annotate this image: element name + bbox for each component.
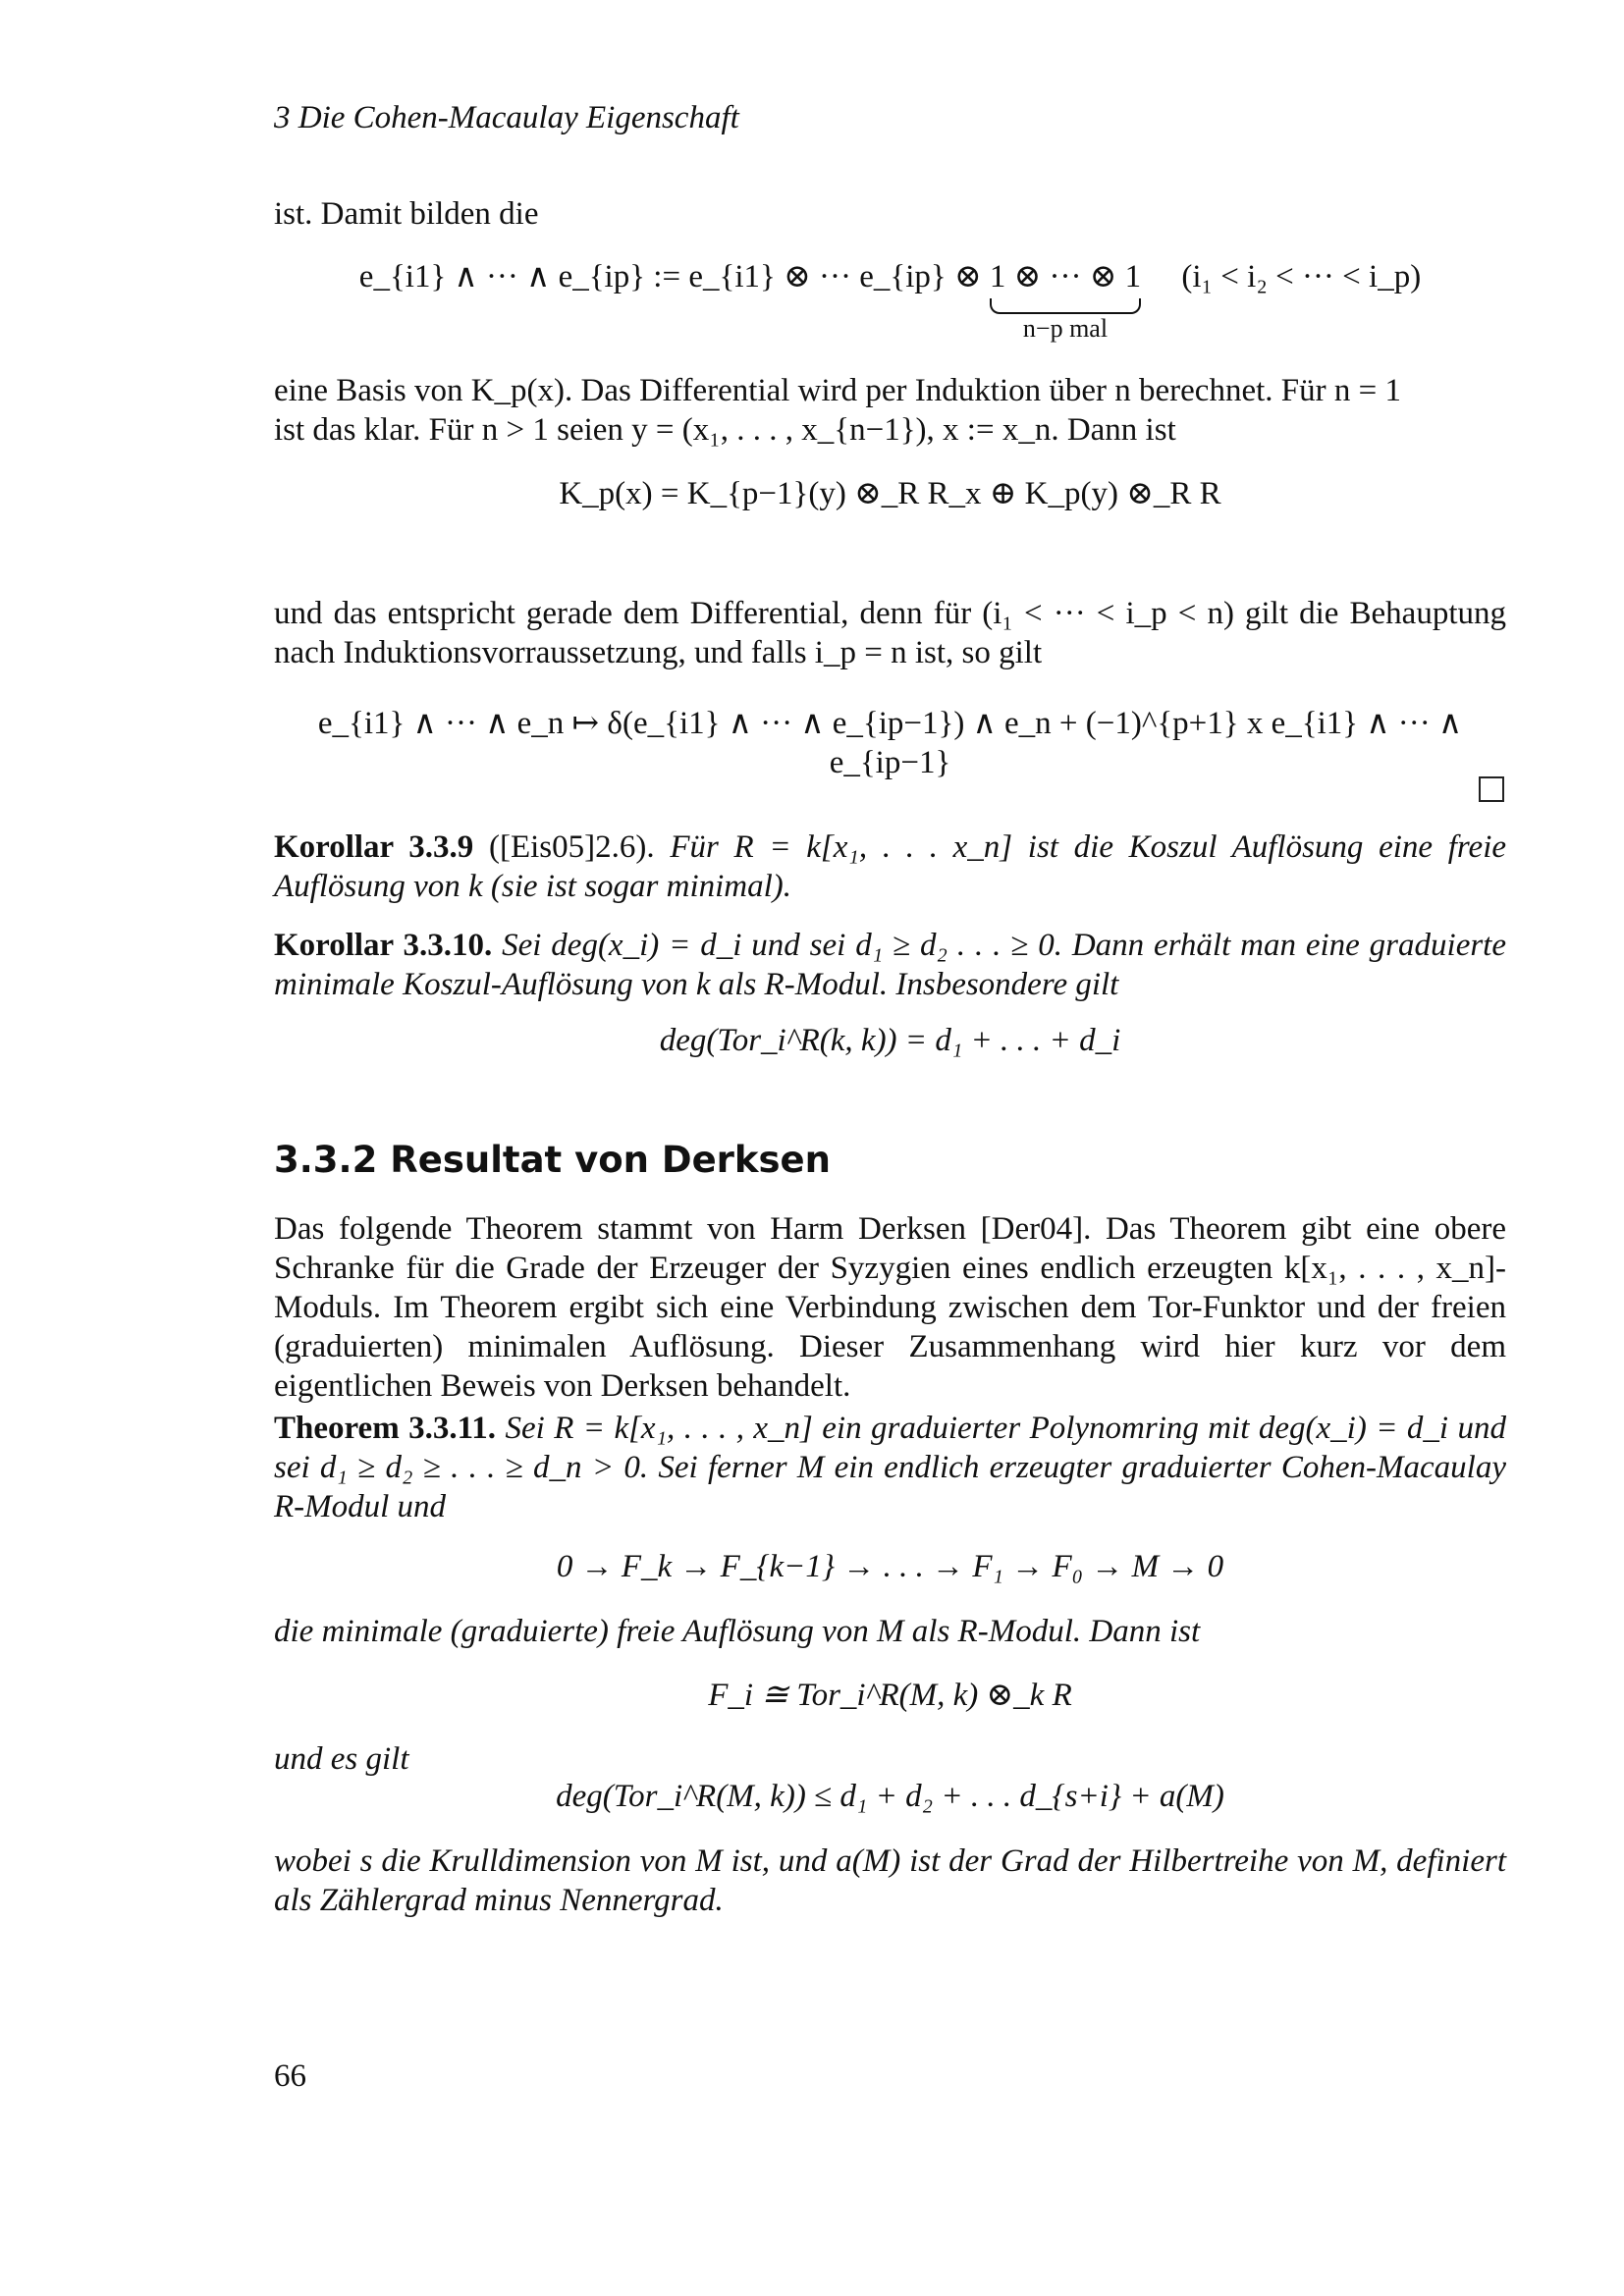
- equation-basis-lhs: e_{i1} ∧ ··· ∧ e_{ip} := e_{i1} ⊗ ··· e_{ip} ⊗: [358, 259, 982, 294]
- paragraph-section: Das folgende Theorem stammt von Harm Derksen [Der04]. Das Theorem gibt eine obere Schranke für die Grade der Erzeuger der Syzygien eines endlich erzeugten k[x₁, . . . , x_n]-Moduls. Im Theorem ergibt sich eine Verbindung zwischen dem Tor-Funktor und der freien (graduierten) minimalen Auflösung. Dieser Zusammenhang wird hier kurz vor dem eigentlichen Beweis von Derksen behandelt.: [274, 1211, 1506, 1404]
- korollar-3-3-10-label: Korollar 3.3.10.: [274, 928, 493, 963]
- equation-map: e_{i1} ∧ ··· ∧ e_n ↦ δ(e_{i1} ∧ ··· ∧ e_{ip−1}) ∧ e_n + (−1)^{p+1} x e_{i1} ∧ ··· ∧ e_{ip−1}: [317, 706, 1463, 780]
- equation-kp: K_p(x) = K_{p−1}(y) ⊗_R R_x ⊕ K_p(y) ⊗_R R: [559, 476, 1221, 511]
- qed-square-icon: [1479, 776, 1504, 802]
- korollar-3-3-9: [274, 828, 1506, 906]
- korollar-3-3-10-text: Sei deg(x_i) = d_i und sei d₁ ≥ d₂ . . . ≥ 0. Dann erhält man eine graduierte minimale Koszul-Auflösung von k als R-Modul. Insbesondere gilt: [274, 928, 1506, 1002]
- equation-sequence: 0 → F_k → F_{k−1} → . . . → F₁ → F₀ → M → 0: [556, 1549, 1224, 1584]
- equation-tor-kk: deg(Tor_i^R(k, k)) = d₁ + . . . + d_i: [659, 1023, 1121, 1058]
- korollar-3-3-9-text: Für R = k[x₁, . . . x_n] ist die Koszul Auflösung eine freie Auflösung von k (sie ist sogar minimal).: [274, 829, 1507, 904]
- equation-deg-bound: deg(Tor_i^R(M, k)) ≤ d₁ + d₂ + . . . d_{s+i} + a(M): [556, 1779, 1224, 1814]
- underbrace-group: [990, 257, 1141, 344]
- equation-iso: F_i ≅ Tor_i^R(M, k) ⊗_k R: [708, 1678, 1072, 1713]
- theorem-3-3-11: [274, 1409, 1506, 1526]
- underbrace-icon: [990, 298, 1141, 314]
- paragraph-basis-line1: eine Basis von K_p(x). Das Differential wird per Induktion über n berechnet. Für n = 1: [274, 373, 1401, 408]
- paragraph-basis-line2: ist das klar. Für n > 1 seien y = (x₁, . . . , x_{n−1}), x := x_n. Dann ist: [274, 412, 1176, 448]
- theorem-text3: und es gilt: [274, 1741, 409, 1777]
- korollar-3-3-10: [274, 926, 1506, 1004]
- braced-product: 1 ⊗ ··· ⊗ 1: [989, 259, 1142, 294]
- equation-basis-condition: (i₁ < i₂ < ··· < i_p): [1181, 259, 1422, 294]
- paragraph-intro: ist. Damit bilden die: [274, 196, 539, 232]
- korollar-3-3-9-label: Korollar 3.3.9: [274, 829, 474, 865]
- section-heading: [274, 1139, 831, 1181]
- page-number: 66: [274, 2058, 306, 2094]
- equation-basis: [274, 257, 1506, 344]
- korollar-3-3-9-ref: ([Eis05]2.6).: [488, 829, 655, 865]
- section-title: Resultat von Derksen: [390, 1139, 831, 1181]
- theorem-3-3-11-label: Theorem 3.3.11.: [274, 1411, 497, 1446]
- running-header: 3 Die Cohen-Macaulay Eigenschaft: [274, 100, 739, 135]
- theorem-text2: die minimale (graduierte) freie Auflösung von M als R-Modul. Dann ist: [274, 1614, 1201, 1649]
- theorem-3-3-11-text: Sei R = k[x₁, . . . , x_n] ein graduierter Polynomring mit deg(x_i) = d_i und sei d₁ ≥ d₂ ≥ . . . ≥ d_n > 0. Sei ferner M ein endlich erzeugter graduierter Cohen-Macaulay R-Modul und: [274, 1411, 1506, 1524]
- section-number: 3.3.2: [274, 1139, 378, 1181]
- theorem-text4: wobei s die Krulldimension von M ist, und a(M) ist der Grad der Hilbertreihe von M, definiert als Zählergrad minus Nennergrad.: [274, 1843, 1506, 1918]
- brace-label: n−p mal: [1022, 314, 1109, 343]
- paragraph-differential: und das entspricht gerade dem Differential, denn für (i₁ < ··· < i_p < n) gilt die Behauptung nach Induktionsvorraussetzung, und falls i_p = n ist, so gilt: [274, 596, 1506, 670]
